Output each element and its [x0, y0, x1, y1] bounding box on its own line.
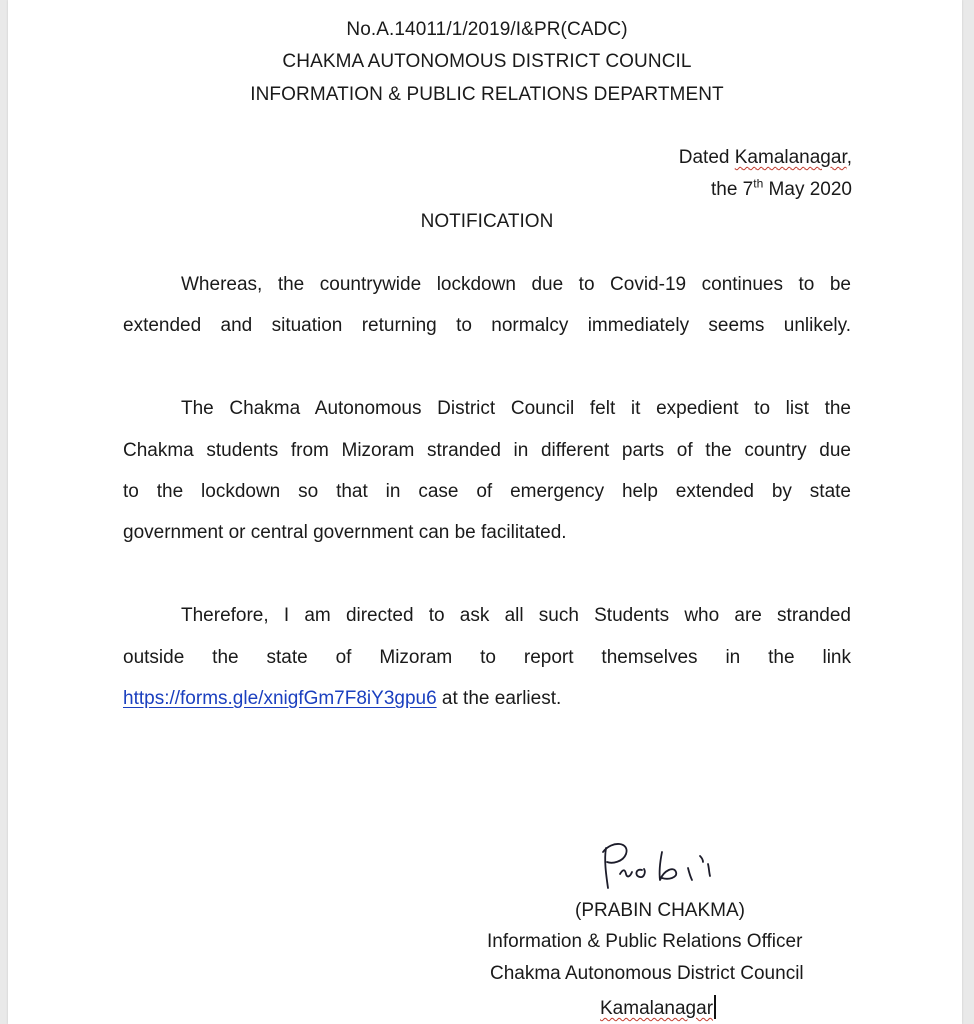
- handwritten-signature: [596, 838, 726, 898]
- paragraph-2-line-2: Chakma students from Mizoram stranded in different parts of the country due: [123, 440, 851, 461]
- signatory-name: (PRABIN CHAKMA): [575, 900, 745, 921]
- date-place: Kamalanagar: [734, 147, 847, 168]
- paragraph-2-line-3: to the lockdown so that in case of emergency help extended by state: [123, 481, 851, 502]
- paragraph-2-line-1: The Chakma Autonomous District Council felt it expedient to list the: [181, 398, 851, 419]
- paragraph-2-line-4: government or central government can be facilitated.: [123, 522, 567, 543]
- paragraph-1-line-2: extended and situation returning to normalcy immediately seems unlikely.: [123, 315, 851, 336]
- department-name: INFORMATION & PUBLIC RELATIONS DEPARTMENT: [250, 84, 724, 105]
- date-line: the 7th May 2020: [710, 176, 852, 200]
- paragraph-3-line-2: outside the state of Mizoram to report themselves in the link: [123, 647, 851, 668]
- signatory-designation: Information & Public Relations Officer: [487, 931, 803, 952]
- registration-form-link[interactable]: https://forms.gle/xnigfGm7F8iY3gpu6: [123, 688, 437, 709]
- date-ordinal: th: [753, 176, 764, 191]
- council-name: CHAKMA AUTONOMOUS DISTRICT COUNCIL: [282, 51, 692, 72]
- reference-number: No.A.14011/1/2019/I&PR(CADC): [346, 19, 628, 40]
- date-place-line: Dated Kamalanagar,: [678, 147, 852, 168]
- notification-title: NOTIFICATION: [420, 211, 554, 232]
- paragraph-1-line-1: Whereas, the countrywide lockdown due to Covid-19 continues to be: [181, 274, 851, 295]
- signatory-place: Kamalanagar: [600, 998, 714, 1019]
- signatory-place-line: [600, 995, 716, 1020]
- signatory-organization: Chakma Autonomous District Council: [490, 963, 804, 984]
- paragraph-3-line-3: https://forms.gle/xnigfGm7F8iY3gpu6 at the earliest.: [123, 688, 562, 709]
- paragraph-3-line-1: Therefore, I am directed to ask all such Students who are stranded: [181, 605, 851, 626]
- text-cursor: [714, 995, 716, 1019]
